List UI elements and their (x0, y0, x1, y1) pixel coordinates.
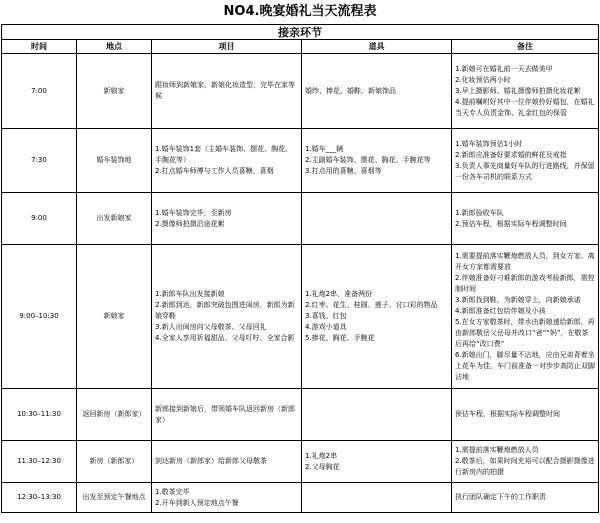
header-time: 时间 (2, 40, 77, 54)
header-place: 地点 (77, 40, 152, 54)
props-cell-line: 婚纱、捧花、婚鞋、新娘饰品 (305, 86, 396, 95)
notes-cell-line: 预估车程，根据实际车程调整时间 (455, 410, 560, 418)
place-cell: 返回新房（新郎家） (77, 389, 152, 441)
notes-cell-line: 2.伴娘准备好刁难新郎的游戏考验新郎，需控制时间 (455, 273, 595, 293)
header-notes: 备注 (452, 40, 599, 54)
notes-cell (452, 389, 599, 441)
props-cell-line: 2.红枣、花生、桂圆、莲子、讨口彩的物品 (305, 301, 438, 309)
props-cell-line: 1.礼炮2串 (305, 451, 338, 460)
props-cell-line: 1.礼炮2串，准备两份 (305, 290, 373, 298)
time-cell: 7:30 (2, 129, 77, 193)
props-cell-line: 4.游戏小道具 (305, 323, 347, 331)
place-cell: 新房（新郎家） (77, 441, 152, 483)
item-cell-line: 1.婚车装饰1套（主婚车装饰、摆花、胸花、手腕花等） (155, 145, 293, 164)
item-cell (152, 193, 302, 245)
notes-cell-line: 1.新郎验收车队 (455, 208, 504, 217)
time-cell: 12:30–13:30 (2, 483, 77, 513)
props-cell (302, 129, 452, 193)
notes-cell-line: 执行团队确定下午的工作职责 (455, 493, 546, 501)
place-cell: 出发新娘家 (77, 193, 152, 245)
props-cell (302, 54, 452, 129)
item-cell (152, 483, 302, 513)
notes-cell (452, 129, 599, 193)
section-title: 接亲环节 (2, 25, 599, 40)
item-cell (152, 441, 302, 483)
item-cell-line: 2.摄像师拍摄沿途花絮 (155, 219, 225, 228)
notes-cell (452, 441, 599, 483)
notes-cell-line: 6.新娘出门，脚尽量不沾地，应由兄弟背着坐上花车为佳，车门前准备一对步步高防止双脚沾地 (455, 350, 595, 381)
item-cell-line: 1.敬茶完毕 (155, 487, 190, 496)
notes-cell-line: 2.敬茶后，如果时间充裕可以配合摄影摄像进行新房内的拍摄 (455, 457, 595, 476)
item-cell-line: 跟妆师到新娘家，新娘化妆造型，完毕在家等候 (155, 81, 295, 100)
time-cell: 9:00–10:30 (2, 245, 77, 389)
props-cell (302, 245, 452, 389)
place-cell: 婚车装饰地 (77, 129, 152, 193)
props-cell (302, 441, 452, 483)
time-cell: 11:30–12:30 (2, 441, 77, 483)
notes-cell-line: 3.早上摄影师、婚礼摄像师拍摄化妆花絮 (455, 86, 581, 95)
place-cell: 新娘家 (77, 245, 152, 389)
table-row (2, 129, 599, 193)
item-cell-line: 1.婚车装饰完毕，至新房 (155, 208, 232, 217)
table-row (2, 54, 599, 129)
notes-cell-line: 4.新郎准备红包给伴娘及小孩 (455, 306, 546, 315)
notes-cell-line: 2.新郎应准备好要求婚的鲜花及戒指 (455, 150, 567, 159)
item-cell (152, 54, 302, 129)
props-cell (302, 193, 452, 245)
item-cell-line: 新郎接到新娘后，带领婚车队返回新房（新郎家） (155, 404, 295, 424)
notes-cell (452, 483, 599, 513)
header-item: 项目 (152, 40, 302, 54)
notes-cell-line: 1.新娘可在婚礼前一天去做美甲 (455, 64, 553, 73)
item-cell-line: 2.打点婚车师傅与工作人员喜糖、喜烟 (155, 167, 274, 175)
notes-cell-line: 1.需要提前落实鞭炮燃放人员，到女方家、离开女方家都需要放 (455, 251, 595, 271)
table-row (2, 193, 599, 245)
item-cell-line: 到达新房（新郎家）给新郎父母敬茶 (155, 457, 267, 465)
item-cell-line: 2.开车到新人预定地点午餐 (155, 498, 239, 507)
header-row (2, 40, 599, 54)
document-title: NO4.晚宴婚礼当天流程表 (223, 4, 377, 19)
props-cell-line: 3.打点用的喜糖、喜烟等 (305, 167, 382, 175)
props-cell-line: 3.喜钱、红包 (305, 312, 347, 320)
props-cell-line: 2.主副婚车装饰、摆花、胸花、手腕花等 (305, 156, 431, 164)
section-row (2, 25, 599, 40)
item-cell-line: 4.全家人享用祈福甜品、父母叮咛、全家合影 (155, 334, 295, 342)
time-cell: 10:30–11:30 (2, 389, 77, 441)
place-cell: 出发至预定午餐地点 (77, 483, 152, 513)
item-cell-line: 1.新郎车队出发接新娘 (155, 290, 225, 298)
schedule-table (1, 24, 599, 513)
header-props: 道具 (302, 40, 452, 54)
notes-cell (452, 193, 599, 245)
notes-cell-line: 2.化妆预估两小时 (455, 75, 511, 84)
item-cell-line: 3.新人出闺房向父母敬茶、父母回礼 (155, 323, 267, 331)
notes-cell (452, 245, 599, 389)
notes-cell-line: 2.预估车程，根据实际车程调整时间 (455, 219, 567, 228)
item-cell (152, 245, 302, 389)
props-cell-line: 2.父母胸花 (305, 462, 340, 471)
item-cell (152, 129, 302, 193)
time-cell: 9:00 (2, 193, 77, 245)
table-row (2, 389, 599, 441)
item-cell (152, 389, 302, 441)
notes-cell-line: 3.负责人事先商量好车队的行进路线，并保留一份各车司机的联系方式 (455, 161, 595, 181)
notes-cell-line: 3.新郎找到鞋，为新娘穿上，向新娘承诺 (455, 295, 581, 304)
table-row (2, 245, 599, 389)
props-cell-line: 1.婚车___辆 (305, 145, 344, 153)
notes-cell-line: 4.提前嘱咐好其中一位伴娘拎好婚包，在婚礼当天专人负责金饰、礼金红包的保管 (455, 97, 595, 117)
table-row (2, 483, 599, 513)
props-cell (302, 389, 452, 441)
item-cell-line: 2.新郎到达，新郎突破包围进闺房，新郎为新娘穿鞋 (155, 301, 295, 320)
notes-cell-line: 5.在女方家敬茶时，带水由新娘递给新郎，再由新郎敬岳父岳母并改口“爸”“妈”，在敬茶后再给“改口费” (455, 317, 595, 348)
props-cell (302, 483, 452, 513)
notes-cell-line: 1.婚车装饰预估1小时 (455, 139, 523, 148)
notes-cell (452, 54, 599, 129)
table-row (2, 441, 599, 483)
notes-cell-line: 1.需提前落实鞭炮燃放人员 (455, 446, 539, 454)
time-cell: 7:00 (2, 54, 77, 129)
place-cell: 新娘家 (77, 54, 152, 129)
props-cell-line: 5.捧花、胸花、手腕花 (305, 334, 375, 342)
